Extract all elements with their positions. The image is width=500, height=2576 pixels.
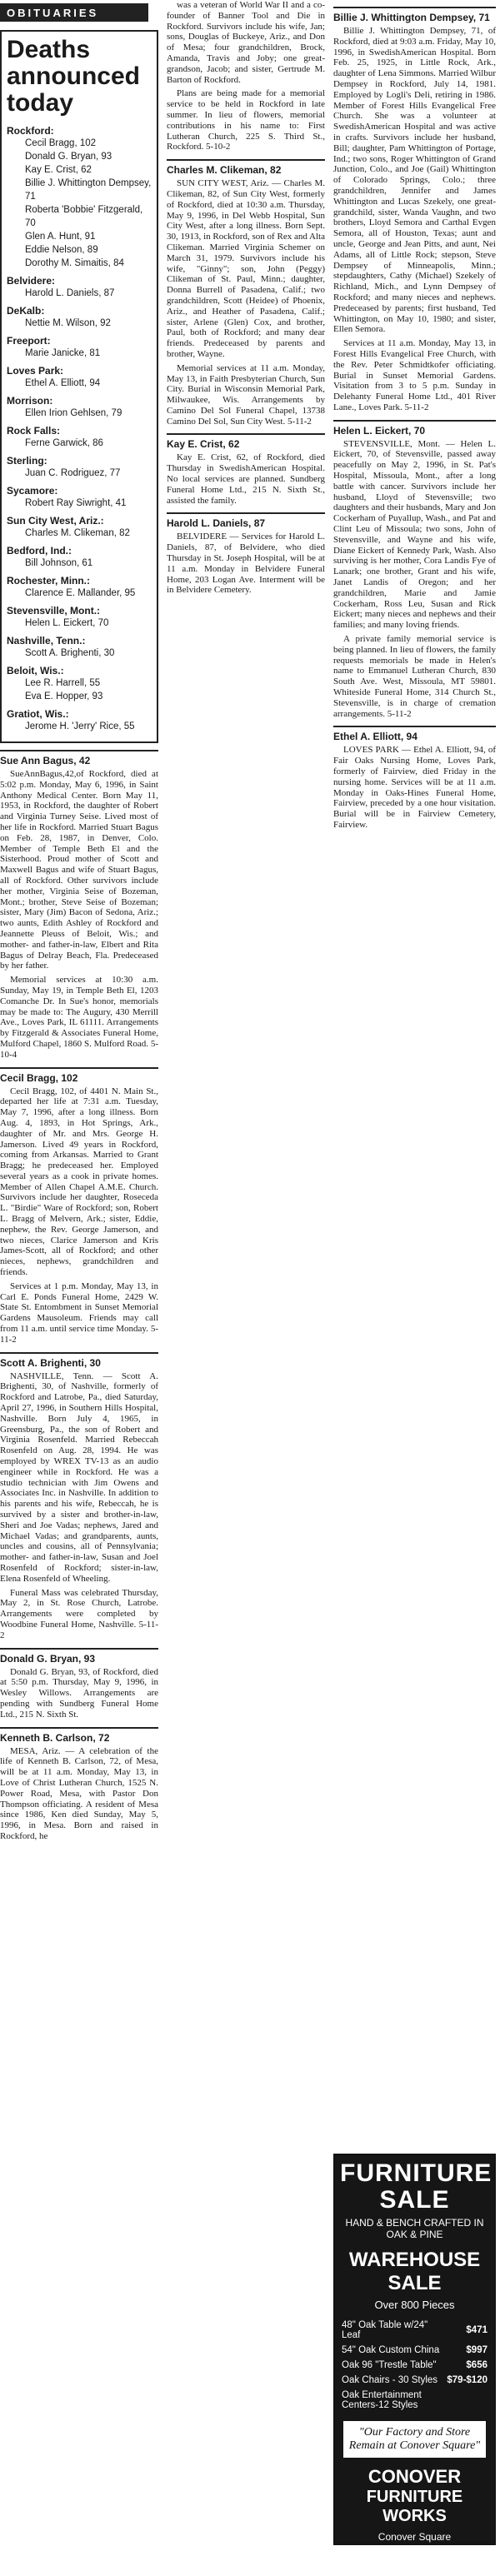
ad-item-name: Oak Chairs - 30 Styles: [342, 2375, 438, 2385]
deaths-city: Freeport:: [7, 335, 51, 347]
obituary-heading: Sue Ann Bagus, 42: [0, 755, 91, 766]
deaths-city: Rochester, Minn.:: [7, 575, 91, 587]
deaths-name: Charles M. Clikeman, 82: [25, 528, 130, 538]
ad-hours: OPEN 7 Days a Week: [365, 2564, 464, 2576]
obituary-paragraph: Cecil Bragg, 102, of 4401 N. Main St., departed her life at 7:31 a.m. Tuesday, May 7, 1996, after a long illness. Born Aug. 4, 1893, in Hot Springs, Ark., daughter of Mr. and Mrs. George H. Jamerson. Lived 49 years in Rockford, coming from Arkansas. Married to Grant Bragg; he predeceased her. Employed several years as a cook in private homes. Member of Allen Chapel A.M.E. Church. Survivors include her daughter, Roseceda L. "Birdie" Ware of Rockford; son, Robert L. Bragg of Melvern, Ark.; sister, Eddie, nephew, the Rev. George Jamerson, and two nieces, Clarice Jamerson and Kris James-Scott, all of Rockford; and other nieces, nephews, grandchildren and friends.: [0, 1086, 158, 1278]
ad-item-price: $471: [466, 2325, 488, 2335]
deaths-name: Helen L. Eickert, 70: [25, 618, 109, 628]
obituary-heading: Cecil Bragg, 102: [0, 1071, 78, 1084]
ad-item-name: Oak 96 "Trestle Table": [342, 2360, 437, 2370]
obituary-paragraph: NASHVILLE, Tenn. — Scott A. Brighenti, 30, of Nashville, formerly of Rockford and Latrobe, Pa., died Saturday, April 27, 1996, in Southern Hills Hospital, Nashville. Born July 4, 1965, in Greensburg, Pa., the son of Robert and Virginia Rosenfeld. Married Rebeccah Rosenfeld on Aug. 28, 1994. He was employed by WREX TV-13 as an audio engineer while in Rockford. He was a studio technician with Jim Owens and Associates Inc. in Nashville. In addition to his parents and his wife, Rebeccah, he is survived by a sister and brother-in-law, Sheri and Joe Vadas; nephews, Jared and Michael Vadas; and grandparents, aunts, uncles and cousins, all of Pennsylvania; mother- and father-in-law, Susan and Joel Rosenfeld of Rockford; sister-in-law, Elena Rosenfeld of Wheeling.: [0, 1370, 158, 1584]
deaths-name: Jerome H. 'Jerry' Rice, 55: [25, 721, 135, 731]
deaths-city: Loves Park:: [7, 365, 64, 377]
column-1: [0, 0, 158, 2559]
deaths-city: Morrison:: [7, 395, 53, 407]
deaths-name: Harold L. Daniels, 87: [25, 288, 115, 298]
deaths-city: Beloit, Wis.:: [7, 665, 64, 676]
deaths-name: Dorothy M. Simaitis, 84: [25, 258, 124, 268]
ad-item-row: [340, 2388, 489, 2413]
obituary-paragraph: Services at 1 p.m. Monday, May 13, in Carl E. Ponds Funeral Home, 2429 W. State St. Entombment in Sunset Memorial Gardens Mausoleum. Friends may call from 11 a.m. until service time Monday. 5-11-2: [0, 1281, 158, 1345]
ad-brand-2: FURNITURE WORKS: [366, 2488, 463, 2525]
deaths-name: Nettie M. Wilson, 92: [25, 318, 111, 328]
obituary-heading: Charles M. Clikeman, 82: [167, 164, 282, 177]
obituary-paragraph: STEVENSVILLE, Mont. — Helen L. Eickert, 70, of Stevensville, passed away peacefully on May 2, 1996, in St. Pat's Hospital, Missoula, Mont., after a long battle with cancer. Survivors include her husband, Lloyd of Stevensville; two daughters and their husbands, Mary and Jon Cockerham of Puyallup, Wash., and Pat and Clint Leu of Missoula; two sons, John of Stevensville, and Wayne and his wife, Diane Eickert of Kennedy Park, Wash. Also surviving is her mother, Cora Landis Fye of Lanark; one brother, Grant and his wife, Janet Landis of Oregon; and her grandchildren, Marie and Jamie Cockerham, Ross Leu, Susan and Rick Eickert; many nieces and nephews and their families; and many loving friends.: [333, 438, 496, 631]
story-separator: [0, 750, 158, 751]
obituary-paragraph: Kay E. Crist, 62, of Rockford, died Thursday in SwedishAmerican Hospital. No local services are planned. Sundberg Funeral Home Ltd., 215 N. Sixth St., assisted the family.: [167, 452, 325, 506]
column-3-stories: [333, 7, 496, 831]
deaths-name: Marie Janicke, 81: [25, 348, 101, 358]
deaths-name: Juan C. Rodriguez, 77: [25, 468, 121, 478]
furniture-sale-ad: [333, 2154, 496, 2576]
story-separator: [333, 726, 496, 727]
obituary-paragraph: Funeral Mass was celebrated Thursday, May 2, in St. Rose Church, Latrobe. Arrangements were completed by Woodbine Funeral Home, Nashville. 5-11-2: [0, 1587, 158, 1640]
deaths-city: DeKalb:: [7, 305, 45, 317]
obituary-heading: Kay E. Crist, 62: [167, 438, 240, 451]
obituary-paragraph: Memorial services at 11 a.m. Monday, May 13, in Faith Presbyterian Church, Sun City. Burial in Wisconsin Memorial Park, Milwaukee, Wis. Arrangements by Camino Del Sol Funeral Chapel, 13738 Camino Del Sol, Sun City West. 5-11-2: [167, 362, 325, 427]
deaths-name: Lee R. Harrell, 55: [25, 678, 101, 688]
obituary-paragraph: SueAnnBagus,42,of Rockford, died at 5:02 p.m. Monday, May 6, 1996, in Saint Anthony Medical Center. Born May 11, 1953, in Rockford, the daughter of Robert and Virginia Turney Seise. Lived most of her life in Rockford. Married Stuart Bagus on Feb. 28, 1987, in Denver, Colo. Member of Temple Beth El and the Sisterhood. Proud mother of Scott and Maxwell Bagus and wife of Stuart Bagus, all of Rockford. Other survivors include her mother, Virginia Seise of Bozeman, Mont.; brother, Steve Seise of Bozeman; sister, Mary (Jim) Bacon of Sedona, Ariz.; two aunts, Edith Ashley of Rockford and Jeannette Pleuss of Beloit, Wis.; and mother- and father-in-law, Elbert and Rita Bagus of Delray Beach, Fla. Predeceased by her father.: [0, 769, 158, 971]
obituary-paragraph: Services at 11 a.m. Monday, May 13, in Forest Hills Evangelical Free Church, with the Rev. Peter Schmidtkofer officiating. Burial in Sunset Memorial Gardens. Visitation from 3 to 5 p.m. Sunday in Delehanty Funeral Home Ltd., 401 River Lane., Loves Park. 5-11-2: [333, 338, 496, 412]
deaths-title: Deaths announced today: [7, 36, 141, 117]
ad-item-price: $997: [466, 2345, 488, 2355]
ad-promo: "Our Factory and Store Remain at Conover Square": [343, 2421, 486, 2458]
deaths-name: Ferne Garwick, 86: [25, 438, 103, 448]
obituary-heading: Billie J. Whittington Dempsey, 71: [333, 12, 490, 23]
ad-over: Over 800 Pieces: [374, 2299, 455, 2311]
deaths-city: Rock Falls:: [7, 425, 61, 437]
obituary-paragraph: MESA, Ariz. — A celebration of the life of Kenneth B. Carlson, 72, of Mesa, will be at 11 a.m. Monday, May 13, in Love of Christ Lutheran Church, 1525 N. Power Road, Mesa, with Pastor Don Thompson officiating. A resident of Mesa since 1986, Ken died Sunday, May 5, 1996, in Mesa. Born and raised in Rockford, he: [0, 1745, 158, 1841]
deaths-name: Glen A. Hunt, 91: [25, 232, 96, 242]
deaths-name: Eva E. Hopper, 93: [25, 691, 103, 701]
deaths-name: Kay E. Crist, 62: [25, 165, 92, 175]
obituary-paragraph: A private family memorial service is being planned. In lieu of flowers, the family requests memorials be made in Helen's name to Emmanuel Lutheran Church, 830 South Ave. West, Missoula, MT 59801. Whiteside Funeral Home, 314 Church St., Stevensville, is in charge of cremation arrangements. 5-11-2: [333, 634, 496, 719]
ad-item-row: [340, 2358, 489, 2373]
deaths-city: Bedford, Ind.:: [7, 545, 72, 557]
ad-item-name: 54" Oak Custom China: [342, 2345, 440, 2355]
deaths-city: Belvidere:: [7, 275, 56, 287]
story-separator: [167, 433, 325, 435]
story-separator: [0, 1727, 158, 1729]
ad-item-row: [340, 2343, 489, 2358]
ad-item-price: $79-$120: [447, 2375, 488, 2385]
obituary-heading: Helen L. Eickert, 70: [333, 424, 426, 437]
obituary-paragraph: LOVES PARK — Ethel A. Elliott, 94, of Fair Oaks Nursing Home, Loves Park, formerly of Fairview, died Friday in the nursing home. Services will be at 11 a.m. Monday in Oaks-Hines Funeral Home, Fairview, preceded by a one hour visitation. Burial will be in Fairview Cemetery, Fairview.: [333, 745, 496, 830]
story-separator: [333, 7, 496, 8]
obituary-heading: Harold L. Daniels, 87: [167, 517, 266, 530]
story-separator: [333, 420, 496, 422]
ad-item-row: [340, 2318, 489, 2343]
deaths-name: Billie J. Whittington Dempsey, 71: [25, 178, 152, 202]
deaths-name: Clarence E. Mallander, 95: [25, 588, 136, 598]
story-separator: [167, 512, 325, 514]
column-3: [333, 0, 496, 2149]
deaths-name: Roberta 'Bobbie' Fitzgerald, 70: [25, 205, 143, 228]
column-1-stories: [0, 750, 158, 1842]
ad-address: Oregon, IL Ph. 732-2513: [359, 2548, 470, 2559]
ad-item-name: 48" Oak Table w/24" Leaf: [342, 2320, 428, 2340]
obituary-heading: Donald G. Bryan, 93: [0, 1652, 96, 1665]
deaths-name: Eddie Nelson, 89: [25, 245, 98, 255]
obituary-paragraph: Billie J. Whittington Dempsey, 71, of Rockford, died at 9:03 a.m. Friday, May 10, 1996, in SwedishAmerican Hospital. Born Feb. 25, 1925, in Little Rock, Ark., daughter of Lena Simmons. Married Wilbur Dempsey in Rockford, July 14, 1981. Employed by Logli's Deli, retiring in 1986. Member of Forest Hills Evangelical Free Church. She was a volunteer at SwedishAmerican Hospital and was active in crafts. Survivors include her husband, Bill; daughter, Pam Whittington of Portage, Ind.; two sons, Roger Whittington of Grand Junction, Colo., and Joe (Gail) Whittington of Colorado Springs, Colo.; three grandchildren, Jennifer and James Whittington and Lucas Szekely, one great-grandchild, sister, Wanda Vaughn, and two brothers, Lloyd Semora and Carthal Evgen Semora, all of Houston, Texas; aunt and uncle, George and Jean Pitts, and aunt, Nei Adams, all of Little Rock; stepson, Steve Dempsey of Minneapolis, Minn.; stepdaughters, Cathy (Michael) Szekely of Richland, Mich., and Lynn Dempsey of Rockford; and many nieces and nephews. Predeceased by parents; first husband, Ted Whittington, on May 10, 1980; and sister, Ellen Semora.: [333, 26, 496, 335]
ad-item-price: $656: [466, 2360, 488, 2370]
deaths-name: Bill Johnson, 61: [25, 558, 93, 568]
deaths-city: Nashville, Tenn.:: [7, 635, 86, 646]
obituary-heading: Kenneth B. Carlson, 72: [0, 1731, 110, 1744]
deaths-name: Ellen Irion Gehlsen, 79: [25, 408, 122, 418]
ad-title: FURNITURE SALE: [340, 2159, 492, 2214]
deaths-city: Sterling:: [7, 455, 48, 467]
deaths-city: Gratiot, Wis.:: [7, 708, 69, 720]
deaths-city: Rockford:: [7, 125, 54, 137]
ad-subtitle: HAND & BENCH CRAFTED IN OAK & PINE: [345, 2217, 484, 2240]
deaths-city: Stevensville, Mont.:: [7, 605, 101, 617]
deaths-name: Robert Ray Siwright, 41: [25, 498, 127, 508]
section-title: OBITUARIES: [7, 6, 99, 19]
obituary-paragraph: Donald G. Bryan, 93, of Rockford, died at 5:50 p.m. Thursday, May 9, 1996, in Wesley Willows. Arrangements are pending with Sundberg Funeral Home Ltd., 215 N. Sixth St.: [0, 1666, 158, 1720]
ad-item-row: [340, 2373, 489, 2388]
obituary-paragraph: SUN CITY WEST, Ariz. — Charles M. Clikeman, 82, of Sun City West, formerly of Rockford, died at 10:30 a.m. Thursday, May 9, 1996, in Del Webb Hospital, Sun City West, after a long illness. Born Sept. 30, 1913, in Rockford, son of Rex and Alta Clikeman. Married Virginia Schemer on March 31, 1979. Survivors include his wife, "Ginny"; son, John (Peggy) Clikeman of St. Paul, Minn.; daughter, Donna Burrell of Pasadena, Calif.; two grandchildren, Scott (Heidee) of Phoenix, Ariz., and Heather of Pasadena, Calif.; sister, Arlene (Glen) Cox, and brother, Paul, both of Rockford; and many dear friends. Predeceased by parents and brother, Wayne.: [167, 178, 325, 359]
story-separator: [0, 1352, 158, 1354]
ad-items-table: [340, 2318, 489, 2413]
deaths-groups: [7, 125, 152, 733]
obituary-heading: Ethel A. Elliott, 94: [333, 731, 418, 743]
ad-item-name: Oak Entertainment Centers-12 Styles: [342, 2390, 422, 2410]
column-2: [167, 0, 325, 2559]
obituary-paragraph: BELVIDERE — Services for Harold L. Daniels, 87, of Belvidere, who died Thursday in St. Joseph Hospital, will be at 11 a.m. Monday in Belvidere Funeral Home, 203 Logan Ave. Interment will be in Belvidere Cemetery.: [167, 532, 325, 596]
deaths-city: Sycamore:: [7, 485, 58, 497]
obituary-paragraph: was a veteran of World War II and a co-founder of Banner Tool and Die in Rockford. Survivors include his wife, Jan; sons, Douglas of Buckeye, Ariz., and Don of Mesa; four grandchildren, Brock, Amanda, Travis and Joby; one great-grandson, Jacob; and sister, Gertrude M. Barton of Rockford.: [167, 0, 325, 85]
deaths-name: Donald G. Bryan, 93: [25, 152, 112, 162]
obituary-heading: Scott A. Brighenti, 30: [0, 1356, 101, 1369]
ad-brand-1: CONOVER: [368, 2466, 462, 2487]
column-2-stories: [167, 0, 325, 596]
deaths-name: Ethel A. Elliott, 94: [25, 378, 101, 388]
story-separator: [167, 159, 325, 161]
deaths-index-box: [0, 30, 158, 743]
obituary-paragraph: Memorial services at 10:30 a.m. Sunday, May 19, in Temple Beth El, 1203 Comanche Dr. In Sue's honor, memorials may be made to: The Augury, 430 Merrill Ave., Loves Park, IL 61111. Arrangements by Fitzgerald & Associates Funeral Home, Mulford Chapel, 1860 S. Mulford Road. 5-10-4: [0, 975, 158, 1060]
deaths-name: Scott A. Brighenti, 30: [25, 648, 115, 658]
deaths-city: Sun City West, Ariz.:: [7, 515, 104, 527]
ad-location: Conover Square: [378, 2531, 452, 2543]
story-separator: [0, 1067, 158, 1069]
ad-warehouse: WAREHOUSE SALE: [348, 2249, 481, 2294]
story-separator: [0, 1648, 158, 1650]
deaths-name: Cecil Bragg, 102: [25, 138, 97, 148]
ad-item-price: [445, 2388, 489, 2413]
obituary-paragraph: Plans are being made for a memorial service to be held in Rockford in late summer. In lieu of flowers, memorial contributions in his name to: First Lutheran Church, 225 S. Third St., Rockford. 5-10-2: [167, 88, 325, 152]
